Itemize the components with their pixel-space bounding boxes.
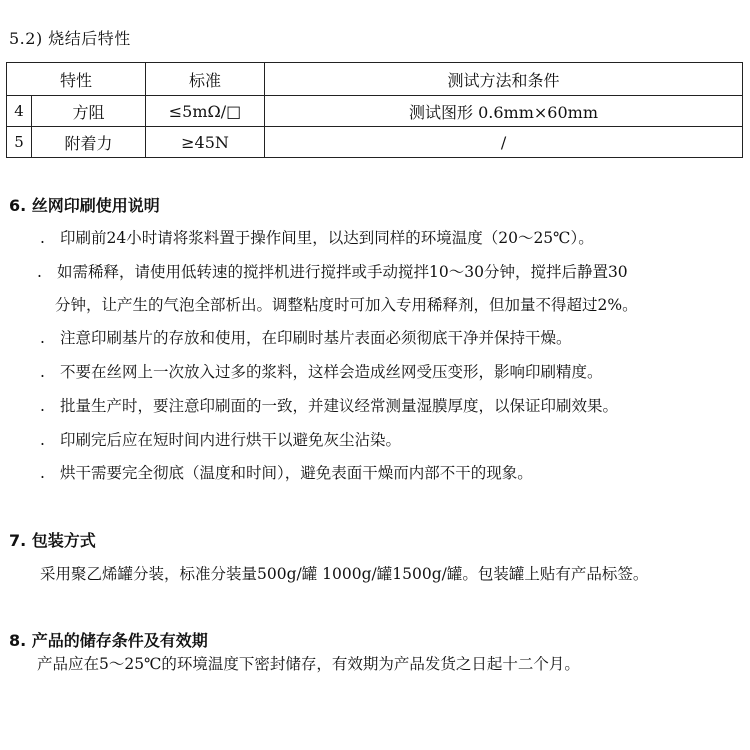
table-row	[7, 127, 743, 158]
list-item-text: 印刷前24小时请将浆料置于操作间里，以达到同样的环境温度（20～25℃）。	[60, 229, 594, 247]
header-property: 特性	[7, 63, 146, 96]
storage-text: 产品应在5～25℃的环境温度下密封储存，有效期为产品发货之日起十二个月。	[37, 655, 580, 673]
list-item-text: 如需稀释，请使用低转速的搅拌机进行搅拌或手动搅拌10～30分钟，搅拌后静置30	[57, 263, 628, 281]
list-item-text: 注意印刷基片的存放和使用，在印刷时基片表面必须彻底干净并保持干燥。	[60, 329, 572, 347]
bullet-mark: .	[40, 397, 45, 415]
header-test-method: 测试方法和条件	[265, 63, 743, 96]
row-index: 4	[7, 96, 32, 127]
row-standard: ≥45N	[146, 127, 265, 158]
list-item-text: 批量生产时，要注意印刷面的一致，并建议经常测量湿膜厚度，以保证印刷效果。	[60, 397, 619, 415]
list-item-continuation	[55, 293, 638, 315]
row-standard: ≤5mΩ/□	[146, 96, 265, 127]
row-method: /	[265, 127, 743, 158]
row-method: 测试图形 0.6mm×60mm	[265, 96, 743, 127]
bullet-mark: .	[40, 363, 45, 381]
bullet-mark: .	[37, 263, 42, 281]
list-item-text: 分钟，让产生的气泡全部析出。调整粘度时可加入专用稀释剂，但加量不得超过2%。	[55, 296, 638, 314]
list-item-text: 印刷完后应在短时间内进行烘干以避免灰尘沾染。	[60, 431, 402, 449]
list-item	[40, 428, 401, 450]
table-header-row	[7, 63, 743, 96]
list-item	[40, 226, 594, 248]
section-5-2-heading: 5.2) 烧结后特性	[9, 29, 131, 48]
bullet-mark: .	[40, 464, 45, 482]
section-7-title: 7. 包装方式	[9, 531, 96, 550]
sintered-properties-table	[6, 62, 743, 158]
list-item	[37, 260, 628, 282]
list-item-text: 不要在丝网上一次放入过多的浆料，这样会造成丝网受压变形，影响印刷精度。	[60, 363, 603, 381]
bullet-mark: .	[40, 229, 45, 247]
list-item	[40, 394, 618, 416]
section-6-title: 6. 丝网印刷使用说明	[9, 196, 160, 215]
list-item	[40, 461, 533, 483]
bullet-mark: .	[40, 431, 45, 449]
list-item	[40, 326, 572, 348]
bullet-mark: .	[40, 329, 45, 347]
packaging-text: 采用聚乙烯罐分装，标准分装量500g/罐 1000g/罐1500g/罐。包装罐上贴有产品标签。	[40, 565, 649, 583]
list-item-text: 烘干需要完全彻底（温度和时间），避免表面干燥而内部不干的现象。	[60, 464, 533, 482]
table-row	[7, 96, 743, 127]
row-index: 5	[7, 127, 32, 158]
header-standard: 标准	[146, 63, 265, 96]
row-property: 附着力	[32, 127, 146, 158]
section-8-title: 8. 产品的储存条件及有效期	[9, 631, 208, 650]
row-property: 方阻	[32, 96, 146, 127]
list-item	[40, 360, 603, 382]
